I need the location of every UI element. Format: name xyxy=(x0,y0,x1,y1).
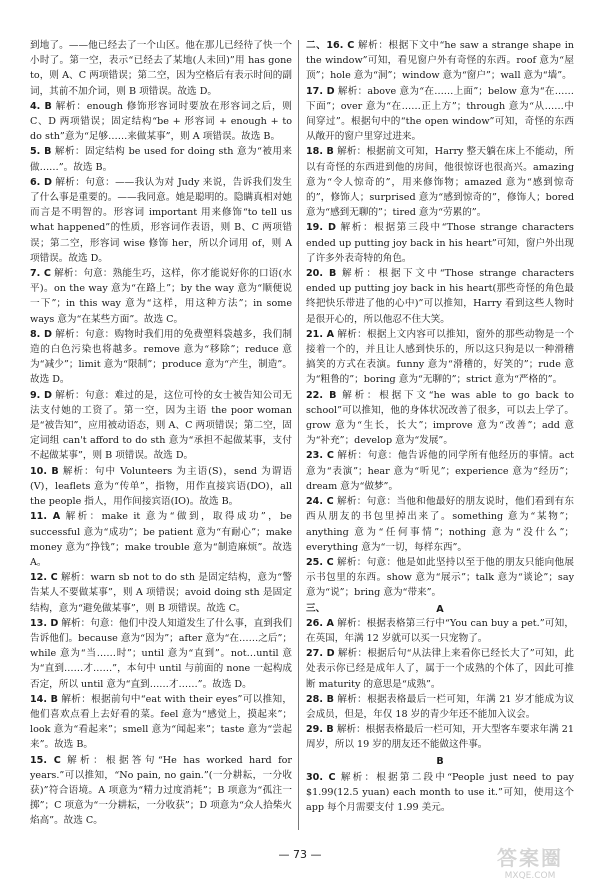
answer-number: 10. B xyxy=(30,465,59,477)
answer-item xyxy=(306,646,574,692)
answer-explanation: 解析：根据表格最后一栏可知，年满 21 岁才能成为议会成员，但是，年仅 18 岁的青少年还不能加入议会。 xyxy=(306,693,574,720)
answer-item xyxy=(306,722,574,752)
answer-number: 30. C xyxy=(306,771,336,783)
answer-explanation: 解析：句意：当他和他最好的朋友说时，他们看到有东西从朋友的书包里掉出来了。something 意为“某物”；anything 意为“任何事情”；nothing 意为“没什么”；everything 意为“一切，每样东西”。 xyxy=(306,496,574,553)
answer-explanation: 解析：根据上文内容可以推知，窗外的那些动物是一个接着一个的，并且让人感到快乐的，所以这只狗是以一种滑稽搞笑的方式在表演。funny 意为“滑稽的，好笑的”；rude 意为“粗鲁的”；boring 意为“无聊的”；strict 意为“严格的”。 xyxy=(306,328,574,386)
answer-number: 18. B xyxy=(306,146,334,158)
watermark-line1: 答案圈 xyxy=(497,846,563,870)
answer-number: 17. D xyxy=(306,85,335,97)
answer-number: 6. D xyxy=(30,176,52,188)
answer-explanation: 解析：warn sb not to do sth 是固定结构，意为“警告某人不要做某事”，则 A 项错误；avoid doing sth 是固定结构，意为“避免做某事”，则 B 项错误。故选 C。 xyxy=(30,572,292,614)
answer-item xyxy=(306,327,574,388)
subsection-a-heading: A xyxy=(436,603,444,615)
answer-explanation: 解析：句意：熟能生巧，这样，你才能说好你的口语(水平)。on the way 意为“在路上”；by the way 意为“顺便说一下”；in this way 意为“这样，用这种方法”；in some ways 意为“在某些方面”。故选 C。 xyxy=(30,268,292,325)
answer-number: 22. B xyxy=(306,389,337,401)
answer-explanation: 解析：根据前文可知，Harry 整天躺在床上不能动，所以有奇怪的东西进到他的房间，他很惊讶也很高兴。amazing 意为“令人惊奇的”，用来修饰物；amazed 意为“感到惊奇的”，修饰人；surprised 意为“感到惊奇的”，修饰人；bored 意为“感到无聊的”；tired 意为“劳累的”。 xyxy=(306,146,574,219)
answer-explanation: 解析：根据后句“从法律上来看你已经长大了”可知，此处表示你已经是成年人了，属于一个成熟的个体了，因此可推断 maturity 的意思是“成熟”。 xyxy=(306,648,574,690)
section-label: 二、 xyxy=(306,40,327,51)
section-three-list xyxy=(306,601,574,753)
answer-number: 5. B xyxy=(30,146,52,158)
column-divider xyxy=(298,40,299,830)
answer-number: 21. A xyxy=(306,328,335,340)
answer-number: 23. C xyxy=(306,450,334,462)
answer-explanation: 解析：根据表格第三行中“You can buy a pet.”可知，在英国，年满 12 岁就可以买一只宠物了。 xyxy=(306,617,574,644)
left-answer-list xyxy=(30,99,292,829)
answer-item xyxy=(30,509,292,570)
answer-number: 8. D xyxy=(30,328,52,340)
answer-explanation: 解析：句意：——我认为对 Judy 来说，告诉我们发生了什么事是重要的。——我同意。她是聪明的。隐瞒真相对她而言是不明智的。形容词 important 用来修饰“to tell us what happened”的性质，形容词作表语，则 B、C 两项错误；第二空，形容词 wise 修饰 her，所以介词用 of，则 A 项错误。故选 D。 xyxy=(30,176,292,264)
answer-item xyxy=(306,266,574,327)
answer-item xyxy=(306,388,574,449)
answer-number: 27. D xyxy=(306,648,335,660)
answer-number: 25. C xyxy=(306,556,334,568)
answer-item xyxy=(30,753,292,829)
answer-explanation: 解析：句意：他是如此坚持以至于他的朋友只能向他展示书包里的东西。show 意为“展示”；talk 意为“谈论”；say 意为“说”；bring 意为“带来”。 xyxy=(306,556,574,599)
answer-item xyxy=(306,555,574,601)
watermark-line2: MXQE.COM xyxy=(504,871,556,881)
answer-explanation: 解析：根据下文中“Those strange characters ended up putting joy back in his heart(那些奇怪的角色最终把快乐带进了他的心中)”可以推知，Harry 看到这些人物时是很开心的，所以他忍不住大笑。 xyxy=(306,268,574,325)
answer-explanation: 解析：make it 意为“做到，取得成功”，be successful 意为“成功”；be patient 意为“有耐心”；make money 意为“挣钱”；make trouble 意为“制造麻烦”。故选 A。 xyxy=(30,511,292,568)
answer-number: 7. C xyxy=(30,268,51,280)
page-number: — 73 — xyxy=(278,848,322,861)
section-three-heading xyxy=(306,601,574,616)
answer-explanation: 解析：根据前句中“eat with their eyes”可以推知，他们喜欢点看上去好看的菜。feel 意为“感觉上，摸起来”；look 意为“看起来”；smell 意为“闻起来”；taste 意为“尝起来”。故选 B。 xyxy=(30,693,292,751)
answer-item xyxy=(30,327,292,388)
watermark-logo xyxy=(470,842,590,884)
answer-item xyxy=(306,38,574,84)
section-label: 三、 xyxy=(306,602,326,614)
answer-item xyxy=(306,692,574,722)
answer-explanation: 解析：句意：他告诉他的同学所有他经历的事情。act 意为“表演”；hear 意为“听见”；experience 意为“经历”；dream 意为“做梦”。 xyxy=(306,450,574,492)
intro-paragraph: 到地了。——他已经去了一个山区。他在那儿已经待了快一个小时了。第一空，表示“已经去了某地(人未回)”用 has gone to，则 A、C 两项错误；第二空，因为空格后有表示时间的副词，其前不加介词，则 B 项错误。故选 D。 xyxy=(30,40,292,97)
answer-explanation: 解析：enough 修饰形容词时要放在形容词之后，则 C、D 两项错误；固定结构“be + 形容词 + enough + to do sth”意为“足够……来做某事”，则 A 项错误。故选 B。 xyxy=(30,100,292,143)
answer-item xyxy=(30,464,292,510)
answer-number: 20. B xyxy=(306,268,337,280)
section-two-list xyxy=(306,38,574,601)
answer-explanation: 解析：根据下文中“he saw a strange shape in the window”可知，看见窗户外有奇怪的东西。roof 意为“屋顶”；hole 意为“洞”；window 意为“窗户”；wall 意为“墙”。 xyxy=(306,40,574,82)
answer-number: 14. B xyxy=(30,693,58,705)
answer-item xyxy=(306,770,574,816)
answer-item xyxy=(306,220,574,266)
answer-explanation: 解析：根据第二段中“People just need to pay $1.99(12.5 yuan) each month to use it.”可知，使用这个 app 每个月需要支付 1.99 美元。 xyxy=(306,771,574,814)
answer-number: 26. A xyxy=(306,617,334,629)
answer-item xyxy=(30,175,292,266)
answer-number: 12. C xyxy=(30,572,58,584)
answer-explanation: 解析：句中 Volunteers 为主语(S)，send 为谓语(V)，leaflets 意为“传单”，指物，用作直接宾语(DO)，all the people 指人，用作间接宾语(IO)。故选 B。 xyxy=(30,465,292,508)
answer-item xyxy=(306,494,574,555)
answer-item xyxy=(306,84,574,145)
answer-explanation: 解析：根据第三段中“Those strange characters ended up putting joy back in his heart”可知，窗户外出现了许多外表奇特的角色。 xyxy=(306,222,574,264)
answer-explanation: 解析：句意：他们中没人知道发生了什么事，直到我们告诉他们。because 意为“因为”；after 意为“在……之后”；while 意为“当……时”；until 意为“直到”。not…until 意为“直到……才……”，本句中 until 与前面的 none 一起构成否定，所以 until 意为“直到……才……”。故选 D。 xyxy=(30,617,293,690)
answer-item xyxy=(306,144,574,220)
left-column xyxy=(30,38,292,829)
answer-number: 11. A xyxy=(30,511,61,523)
answer-number: 29. B xyxy=(306,724,334,736)
answer-number: 24. C xyxy=(306,496,334,508)
subsection-b-heading: B xyxy=(436,755,444,767)
answer-number: 16. C xyxy=(326,40,355,51)
answer-item xyxy=(30,266,292,327)
answer-explanation: 解析：根据表格最后一栏可知，开大型客车要求年满 21 周岁，所以 19 岁的朋友还不能做这件事。 xyxy=(306,724,574,751)
right-column xyxy=(306,38,574,815)
answer-item xyxy=(30,616,292,692)
answer-explanation: 解析：句意：难过的是，这位可怜的女士被告知公司无法支付她的工资了。第一空，因为主语 the poor woman 是“被告知”，应用被动语态，则 A、C 两项错误；第二空，固定词组 can't afford to do sth 意为“承担不起做某事，支付不起做某事”，则 B 项错误。故选 D。 xyxy=(30,389,292,462)
answer-number: 15. C xyxy=(30,754,61,766)
answer-explanation: 解析：根据下文“he was able to go back to school”可以推知，他的身体状况改善了很多，可以去上学了。grow 意为“生长，长大”；improve 意为“改善”；add 意为“补充”；develop 意为“发展”。 xyxy=(306,389,574,447)
answer-item xyxy=(306,448,574,494)
answer-item xyxy=(30,144,292,174)
answer-item xyxy=(30,99,292,145)
section-three-b-list xyxy=(306,770,574,816)
answer-explanation: 解析：句意：购物时我们用的免费塑料袋越多，我们制造的白色污染也将越多。remove 意为“移除”；reduce 意为“减少”；limit 意为“限制”；produce 意为“产生，制造”。故选 D。 xyxy=(30,328,292,386)
answer-explanation: 解析：above 意为“在……上面”；below 意为“在……下面”；over 意为“在……正上方”；through 意为“从……中间穿过”。根据句中的“the open window”可知，奇怪的东西从敞开的窗户里穿过进来。 xyxy=(306,85,574,143)
answer-number: 9. D xyxy=(30,389,52,401)
answer-explanation: 解析：固定结构 be used for doing sth 意为“被用来做……”。故选 B。 xyxy=(30,146,292,173)
answer-item xyxy=(30,692,292,753)
answer-item xyxy=(30,570,292,616)
answer-number: 13. D xyxy=(30,617,59,629)
answer-item xyxy=(30,388,292,464)
answer-explanation: 解析：根据答句“He has worked hard for years.”可以推知，“No pain, no gain.”(一分耕耘，一分收获)”符合语境。A 项意为“精力过度消耗”；B 项意为“孤注一掷”；C 项意为“一分耕耘，一分收获”；D 项意为“众人拾柴火焰高”。故选 C。 xyxy=(30,754,292,827)
answer-number: 28. B xyxy=(306,693,334,705)
answer-item xyxy=(306,616,574,646)
answer-number: 4. B xyxy=(30,100,52,112)
answer-number: 19. D xyxy=(306,222,336,234)
